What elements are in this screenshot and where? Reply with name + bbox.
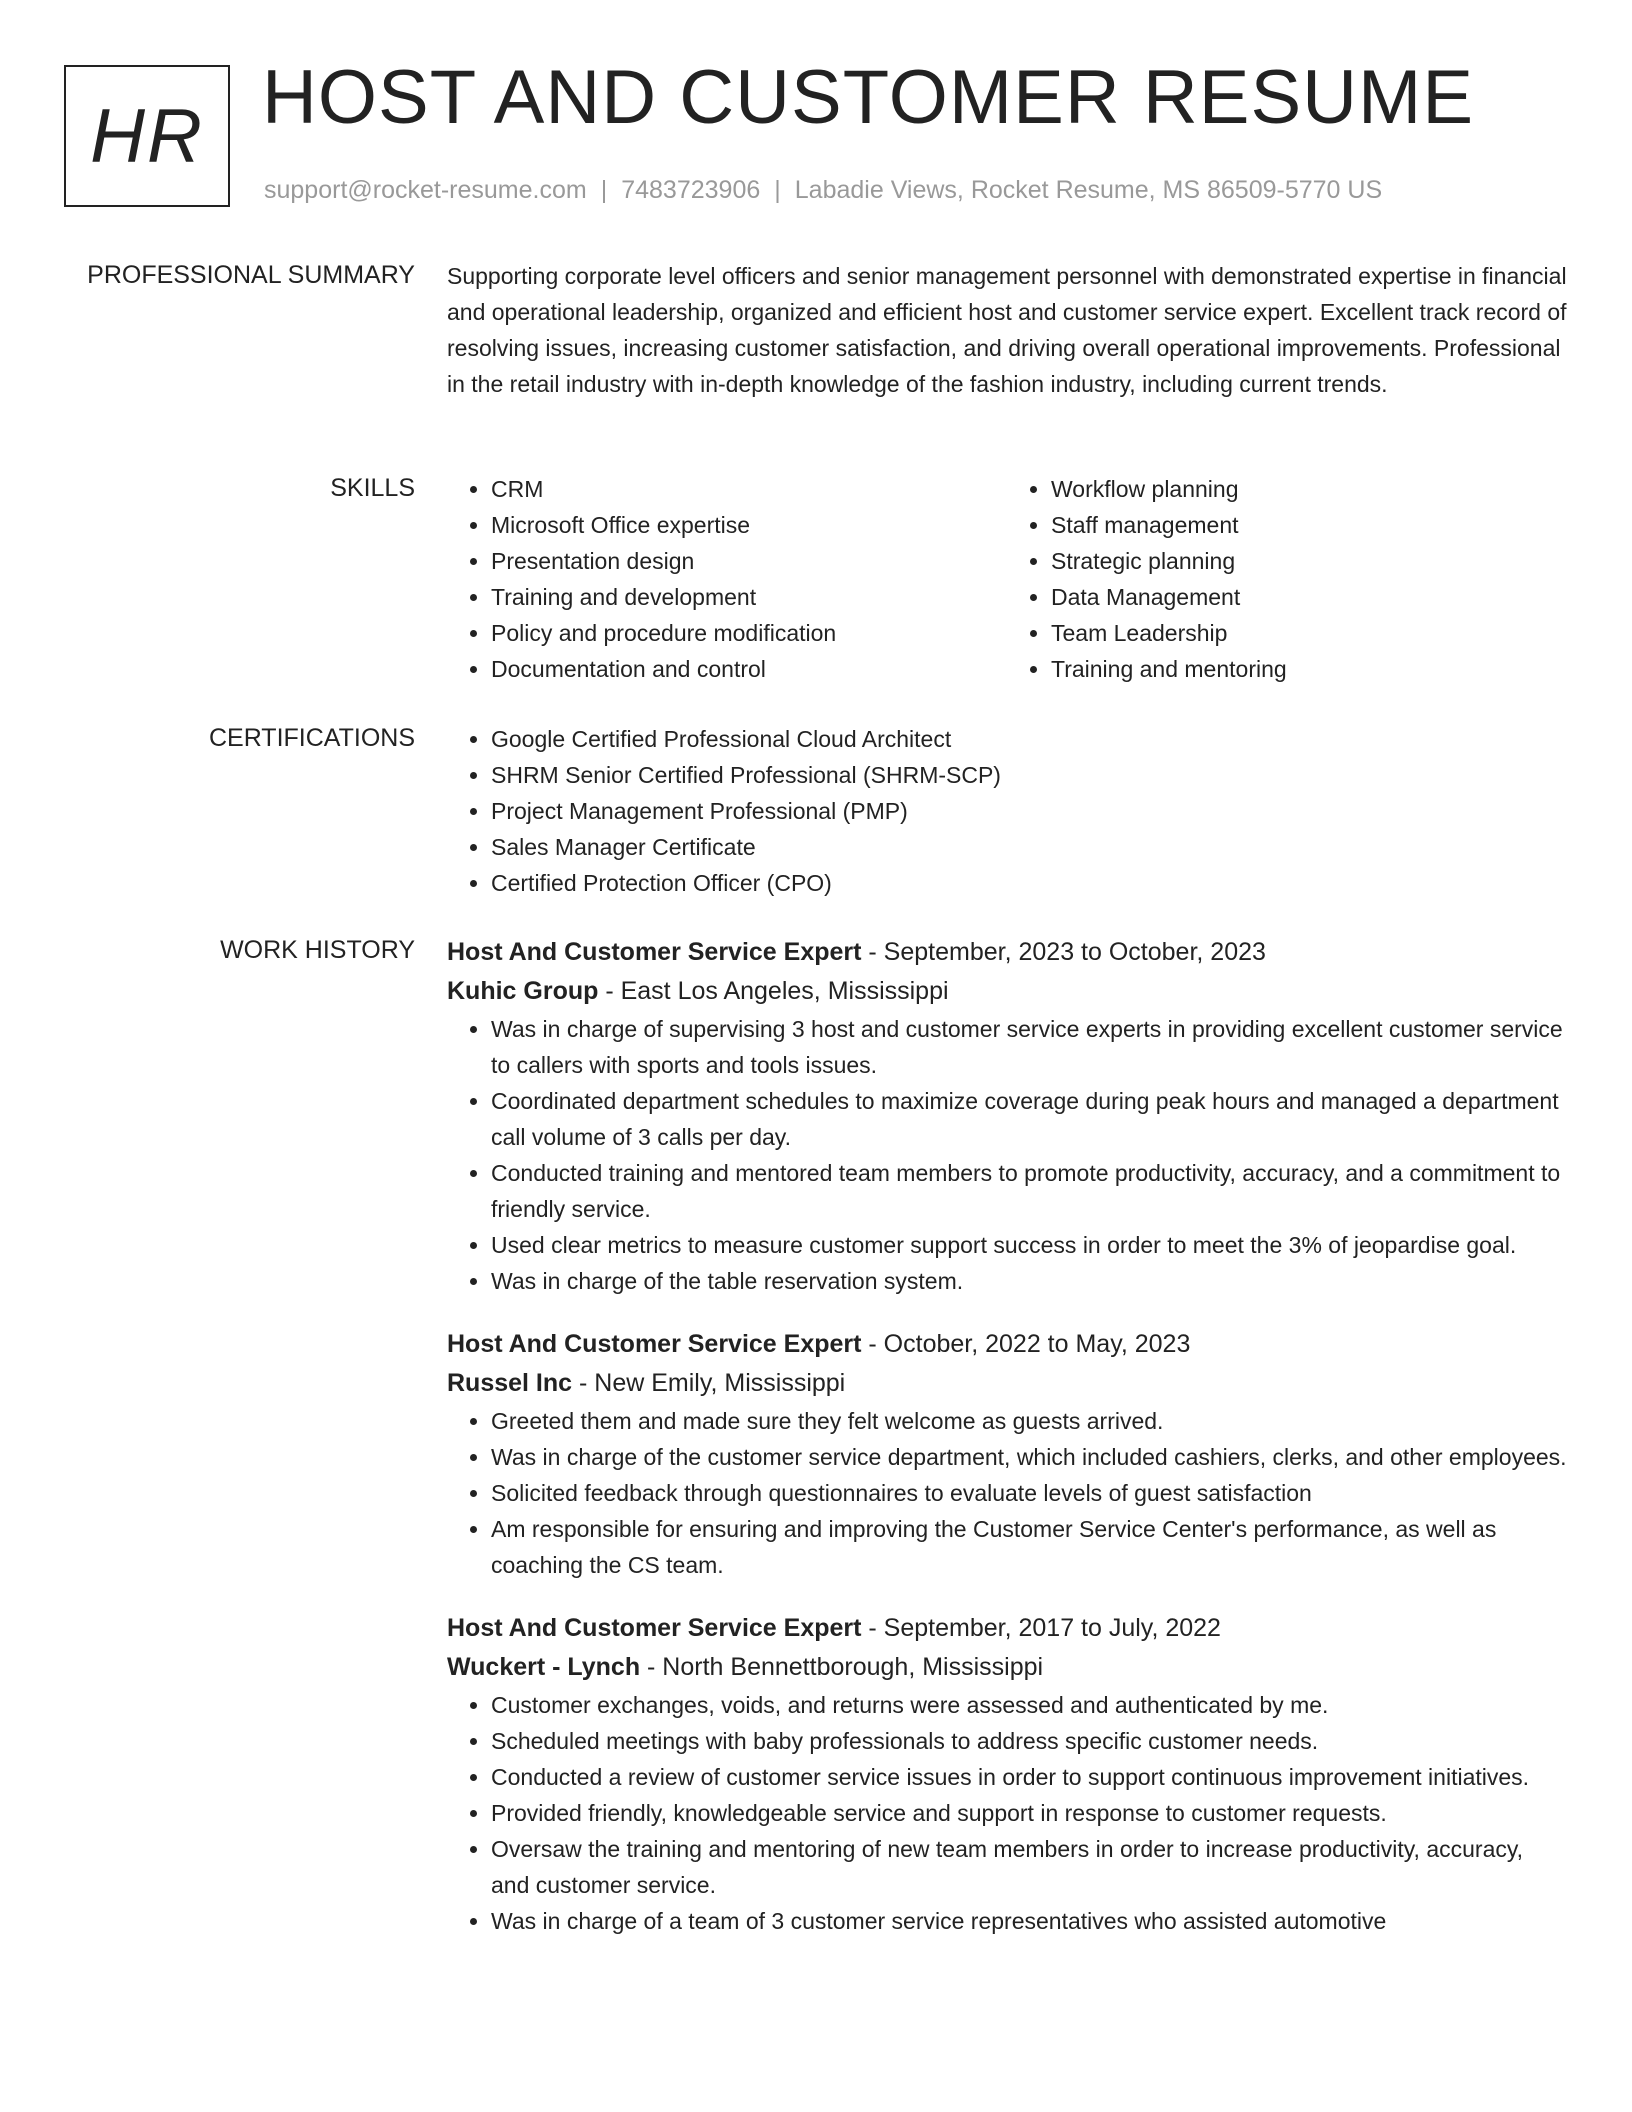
job-location: - North Bennettborough, Mississippi: [640, 1653, 1044, 1681]
job-title-line: [447, 1325, 1567, 1364]
job-title: Host And Customer Service Expert: [447, 938, 862, 966]
skill-item: • Policy and procedure modification: [491, 615, 1007, 651]
page-title: HOST AND CUSTOMER RESUME: [262, 55, 1475, 140]
section-label: PROFESSIONAL SUMMARY: [87, 261, 415, 289]
job-bullets: [447, 1687, 1567, 1939]
job-title-line: [447, 933, 1567, 972]
job-company-line: [447, 972, 1567, 1011]
skills-body: [447, 471, 1567, 687]
job-title: Host And Customer Service Expert: [447, 1614, 862, 1642]
job-bullet: • Was in charge of a team of 3 customer service representatives who assisted automotive: [491, 1903, 1567, 1939]
certification-item: • Project Management Professional (PMP): [491, 793, 1567, 829]
skill-item: • Documentation and control: [491, 651, 1007, 687]
contact-phone[interactable]: 7483723906: [621, 176, 761, 204]
certification-item: • SHRM Senior Certified Professional (SHRM-SCP): [491, 757, 1567, 793]
skill-item: • Team Leadership: [1051, 615, 1567, 651]
contact-line: [264, 176, 1382, 205]
summary-body: [447, 258, 1567, 402]
skills-list-left: [447, 471, 1007, 687]
job-entry: [447, 1609, 1567, 1939]
section-label: SKILLS: [330, 474, 415, 502]
job-bullet: • Conducted a review of customer service issues in order to support continuous improvement initiatives.: [491, 1759, 1567, 1795]
job-bullets: [447, 1011, 1567, 1299]
skill-item: • Data Management: [1051, 579, 1567, 615]
monogram-logo: HR: [64, 65, 230, 207]
job-title: Host And Customer Service Expert: [447, 1330, 862, 1358]
job-bullet: • Solicited feedback through questionnaires to evaluate levels of guest satisfaction: [491, 1475, 1567, 1511]
job-company: Kuhic Group: [447, 977, 599, 1005]
job-dates: - October, 2022 to May, 2023: [861, 1330, 1191, 1358]
contact-separator: |: [600, 176, 608, 204]
job-dates: - September, 2017 to July, 2022: [861, 1614, 1221, 1642]
certification-item: • Certified Protection Officer (CPO): [491, 865, 1567, 901]
certifications-list: [447, 721, 1567, 901]
contact-separator: |: [774, 176, 781, 204]
section-label: WORK HISTORY: [220, 936, 415, 964]
job-bullet: • Provided friendly, knowledgeable service and support in response to customer requests.: [491, 1795, 1567, 1831]
skill-item: • Strategic planning: [1051, 543, 1567, 579]
work-history-body: [447, 933, 1567, 1965]
certifications-body: [447, 721, 1567, 901]
job-bullet: • Was in charge of the table reservation system.: [491, 1263, 1567, 1299]
contact-address: Labadie Views, Rocket Resume, MS 86509-5770 US: [794, 176, 1383, 204]
job-company: Wuckert - Lynch: [447, 1653, 641, 1681]
summary-text: Supporting corporate level officers and senior management personnel with demonstrated expertise in financial and operational leadership, organized and efficient host and customer service expert. Excellent track record of resolving issues, increasing customer satisfaction, and driving overall operational improvements. Professional in the retail industry with in-depth knowledge of the fashion industry, including current trends.: [447, 263, 1567, 397]
skill-item: • Microsoft Office expertise: [491, 507, 1007, 543]
job-company: Russel Inc: [447, 1369, 573, 1397]
job-bullet: • Scheduled meetings with baby professionals to address specific customer needs.: [491, 1723, 1567, 1759]
job-bullet: • Greeted them and made sure they felt welcome as guests arrived.: [491, 1403, 1567, 1439]
certification-item: • Sales Manager Certificate: [491, 829, 1567, 865]
skill-item: • CRM: [491, 471, 1007, 507]
job-bullet: • Customer exchanges, voids, and returns were assessed and authenticated by me.: [491, 1687, 1567, 1723]
job-title-line: [447, 1609, 1567, 1648]
job-bullet: • Am responsible for ensuring and improving the Customer Service Center's performance, as well as coaching the CS team.: [491, 1511, 1567, 1583]
job-bullet: • Oversaw the training and mentoring of new team members in order to increase productivity, accuracy, and customer service.: [491, 1831, 1567, 1903]
job-entry: [447, 1325, 1567, 1583]
job-bullets: [447, 1403, 1567, 1583]
skill-item: • Workflow planning: [1051, 471, 1567, 507]
job-location: - East Los Angeles, Mississippi: [598, 977, 949, 1005]
job-location: - New Emily, Mississippi: [572, 1369, 846, 1397]
certification-item: • Google Certified Professional Cloud Architect: [491, 721, 1567, 757]
skill-item: • Training and mentoring: [1051, 651, 1567, 687]
job-bullet: • Was in charge of the customer service department, which included cashiers, clerks, and other employees.: [491, 1439, 1567, 1475]
job-entry: [447, 933, 1567, 1299]
skill-item: • Staff management: [1051, 507, 1567, 543]
job-dates: - September, 2023 to October, 2023: [861, 938, 1266, 966]
job-company-line: [447, 1648, 1567, 1687]
job-bullet: • Used clear metrics to measure customer support success in order to meet the 3% of jeopardise goal.: [491, 1227, 1567, 1263]
job-company-line: [447, 1364, 1567, 1403]
skills-list-right: [1007, 471, 1567, 687]
job-bullet: • Conducted training and mentored team members to promote productivity, accuracy, and a commitment to friendly service.: [491, 1155, 1567, 1227]
job-bullet: • Was in charge of supervising 3 host and customer service experts in providing excellent customer service to callers with sports and tools issues.: [491, 1011, 1567, 1083]
job-bullet: • Coordinated department schedules to maximize coverage during peak hours and managed a department call volume of 3 calls per day.: [491, 1083, 1567, 1155]
section-label: CERTIFICATIONS: [208, 724, 415, 752]
skill-item: • Presentation design: [491, 543, 1007, 579]
contact-email[interactable]: support@rocket-resume.com: [264, 176, 587, 204]
skill-item: • Training and development: [491, 579, 1007, 615]
